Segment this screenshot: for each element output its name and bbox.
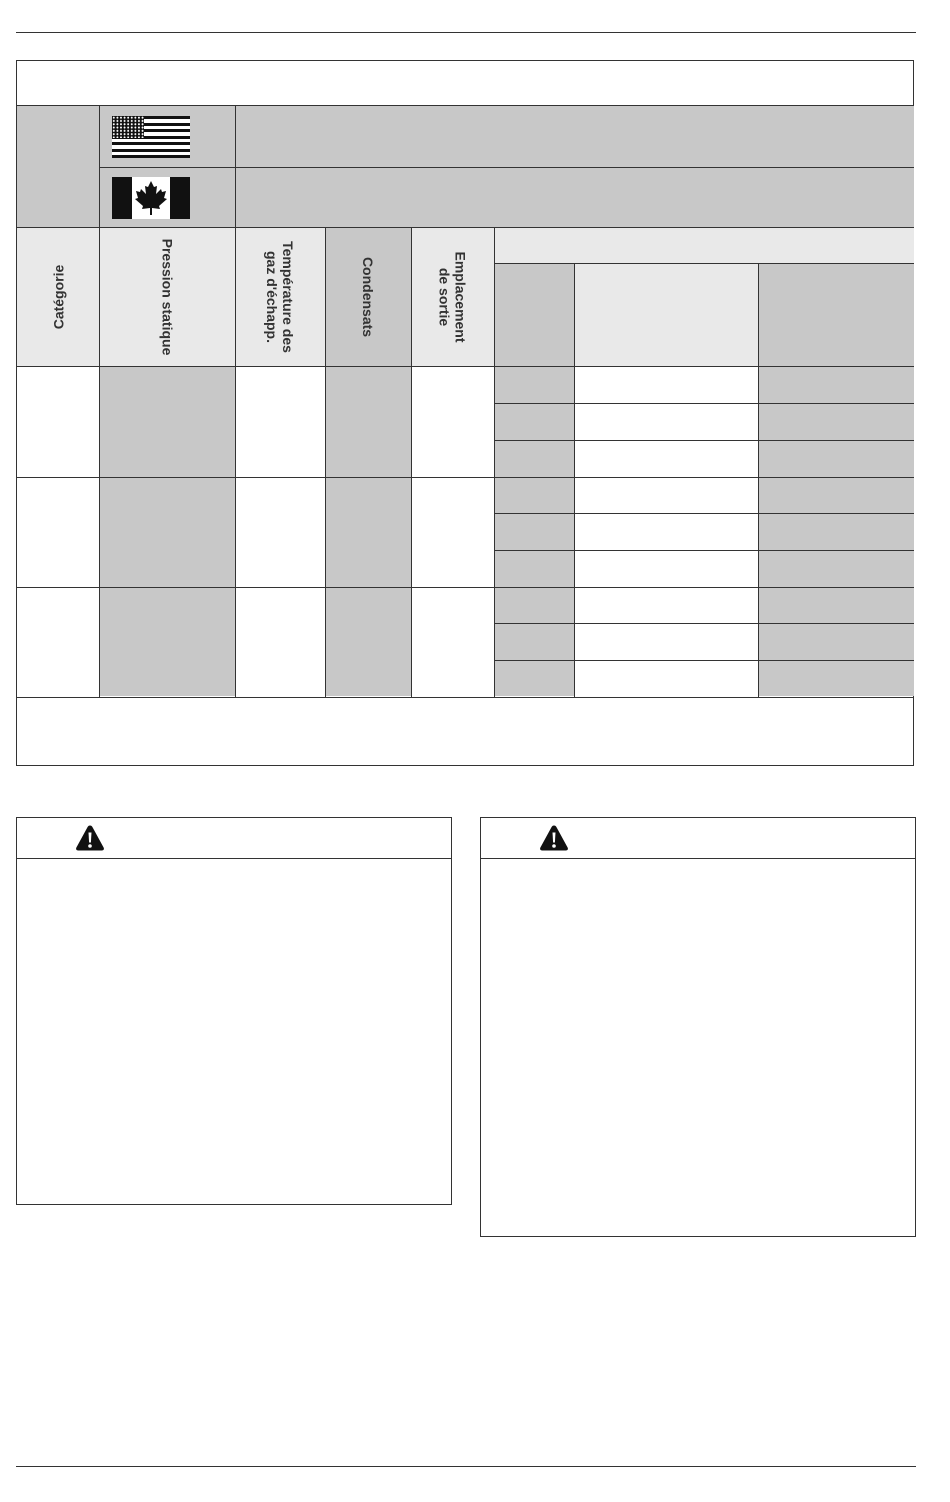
vent-category-table <box>16 60 914 766</box>
subcolumn-3-body <box>758 366 914 696</box>
subcolumn-1-body <box>494 366 574 696</box>
flag-row-label-cell <box>17 106 99 228</box>
static-pressure-header: Pression statique <box>158 238 175 356</box>
subheader-cell-1 <box>494 264 574 366</box>
subheader-cell-2 <box>574 264 758 366</box>
warning-icon <box>75 824 105 852</box>
warning-header-right <box>481 818 915 859</box>
condensate-column-body <box>325 366 411 696</box>
us-description-cell <box>235 106 914 167</box>
group-header-cell <box>494 228 914 264</box>
top-rule <box>16 32 916 33</box>
warning-header-left <box>17 818 451 859</box>
us-flag-icon <box>112 116 190 158</box>
canada-description-cell <box>235 167 914 228</box>
pressure-column-body <box>99 366 235 696</box>
warning-box-left <box>16 817 452 1205</box>
condensate-header: Condensats <box>360 256 376 338</box>
bottom-rule <box>16 1466 916 1467</box>
warning-box-right <box>480 817 916 1237</box>
vent-location-header: Emplacement de sortie <box>436 251 469 343</box>
category-header: Catégorie <box>49 264 66 330</box>
exhaust-temperature-header: Température des gaz d'échapp. <box>264 241 296 353</box>
canada-flag-icon <box>112 177 190 219</box>
subheader-cell-3 <box>758 264 914 366</box>
warning-icon <box>539 824 569 852</box>
